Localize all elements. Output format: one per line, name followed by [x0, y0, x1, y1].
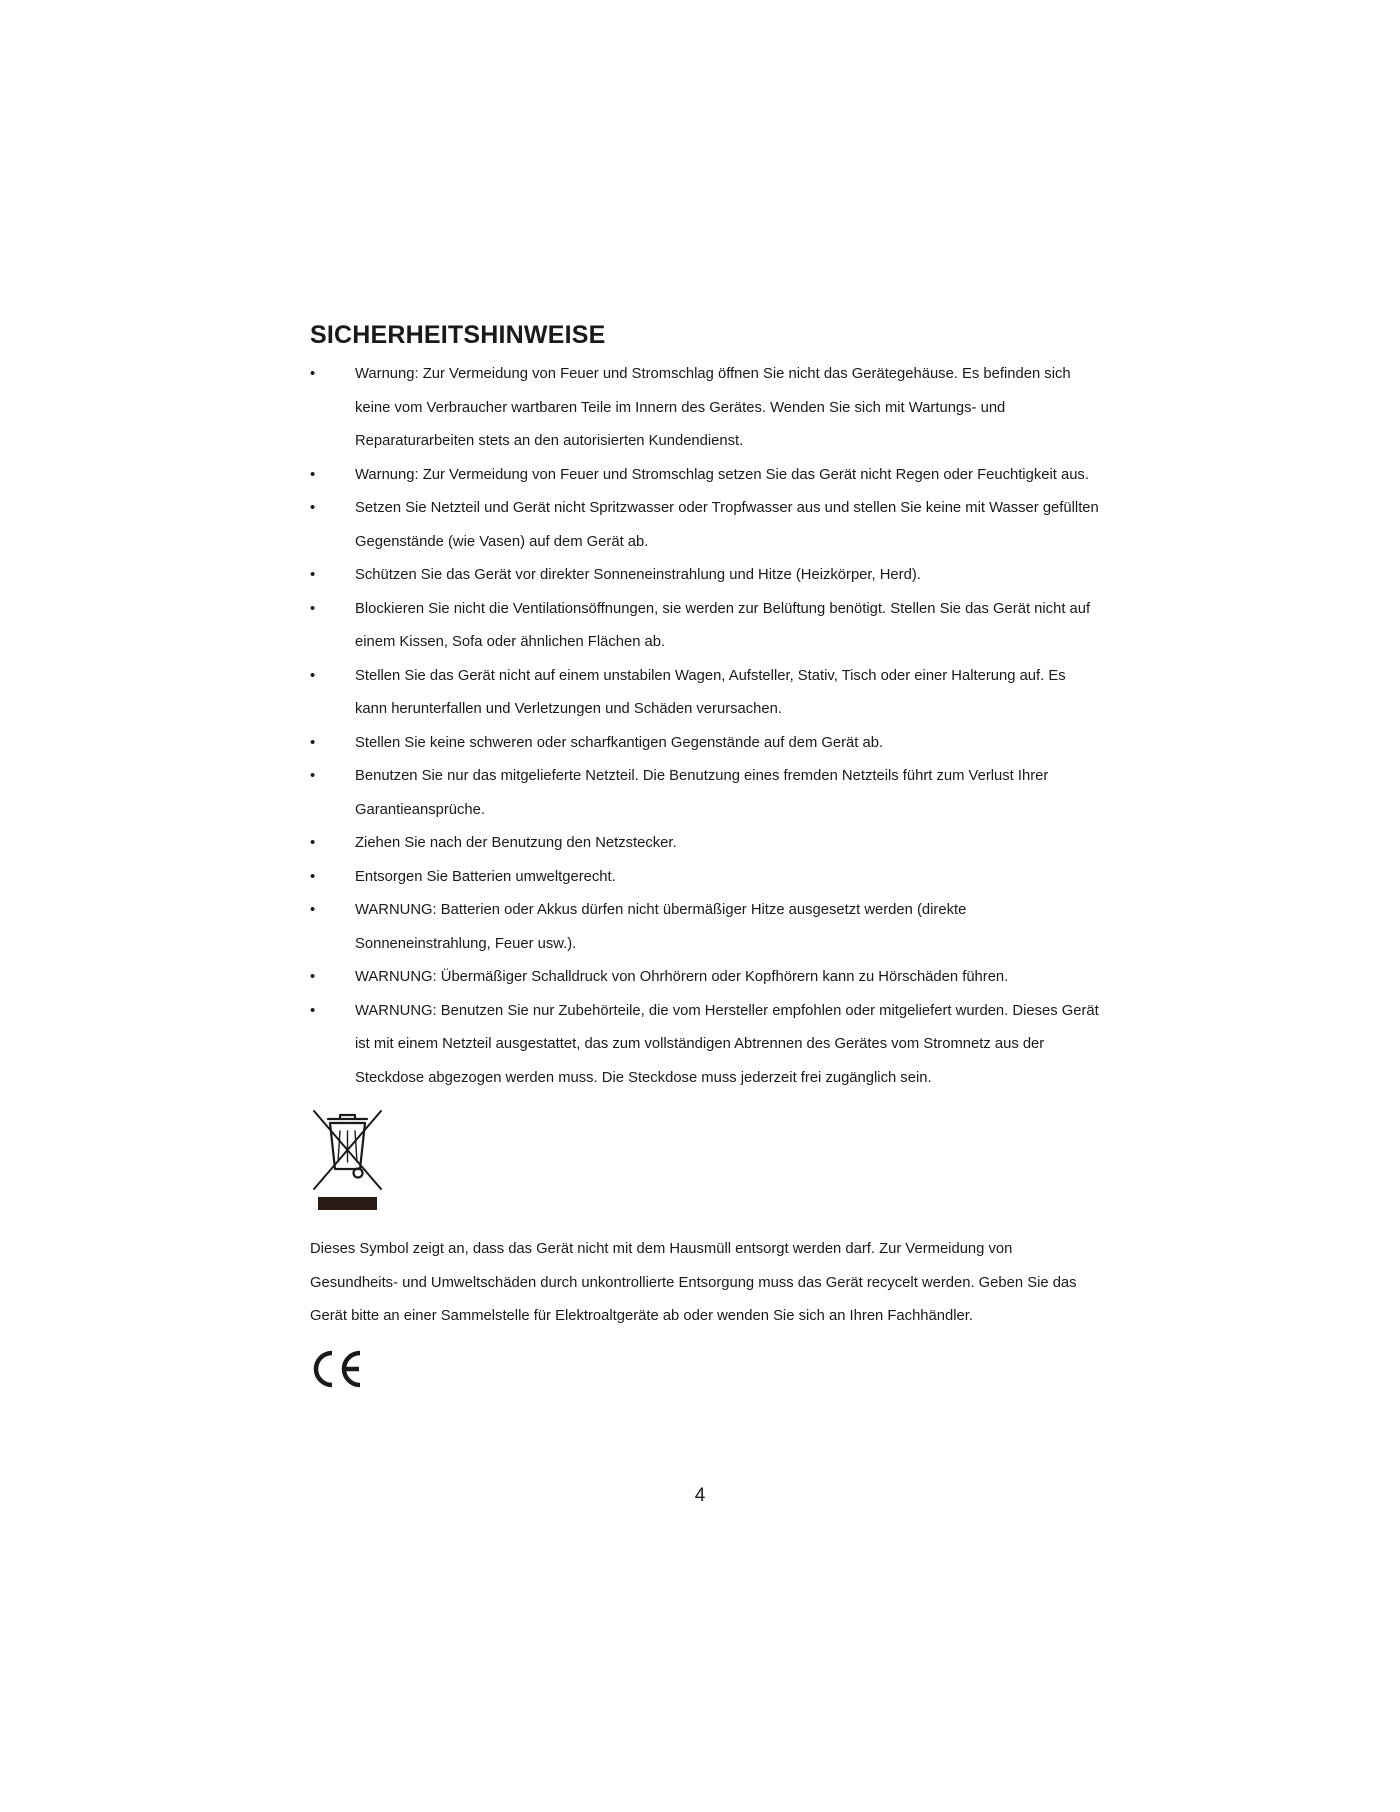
list-item-text: Setzen Sie Netzteil und Gerät nicht Spritzwasser oder Tropfwasser aus und stellen Sie keine mit Wasser gefüllten Gegenstände (wie Vasen) auf dem Gerät ab. — [355, 500, 1099, 550]
bullet: • — [310, 466, 316, 483]
safety-section — [310, 318, 1100, 1395]
list-item-text: Benutzen Sie nur das mitgelieferte Netzteil. Die Benutzung eines fremden Netzteils führt zum Verlust Ihrer Garantieansprüche. — [355, 768, 1049, 818]
disposal-paragraph: Dieses Symbol zeigt an, dass das Gerät nicht mit dem Hausmüll entsorgt werden darf. Zur Vermeidung von Gesundheits- und Umweltschäden durch unkontrollierte Entsorgung muss das Gerät recycelt werden. Geben Sie das Gerät bitte an einer Sammelstelle für Elektroaltgeräte ab oder wenden Sie sich an Ihren Fachhändler. — [310, 1241, 1077, 1324]
list-item-text: WARNUNG: Benutzen Sie nur Zubehörteile, die vom Hersteller empfohlen oder mitgeliefert wurden. Dieses Gerät ist mit einem Netzteil ausgestattet, das zum vollständigen Abtrennen des Gerätes vom Stromnetz aus der Steckdose abgezogen werden muss. Die Steckdose muss jederzeit frei zugänglich sein. — [355, 1002, 1099, 1086]
bullet: • — [310, 868, 316, 885]
list-item-text: Ziehen Sie nach der Benutzung den Netzstecker. — [355, 835, 677, 851]
bullet: • — [310, 1002, 316, 1019]
list-item — [310, 660, 1100, 727]
list-item — [310, 727, 1100, 761]
ce-mark-icon — [310, 1348, 366, 1390]
list-item-text: Stellen Sie keine schweren oder scharfkantigen Gegenstände auf dem Gerät ab. — [355, 734, 884, 751]
bullet: • — [310, 734, 316, 751]
list-item — [310, 861, 1100, 895]
list-item — [310, 459, 1100, 493]
safety-list — [310, 358, 1100, 1095]
bullet: • — [310, 835, 316, 851]
list-item-text: WARNUNG: Batterien oder Akkus dürfen nicht übermäßiger Hitze ausgesetzt werden (direkte Sonneneinstrahlung, Feuer usw.). — [355, 902, 967, 952]
list-item — [310, 894, 1100, 961]
list-item-text: Warnung: Zur Vermeidung von Feuer und Stromschlag öffnen Sie nicht das Gerätegehäuse. Es befinden sich keine vom Verbraucher wartbaren Teile im Innern des Gerätes. Wenden Sie sich mit Wartungs- und Reparaturarbeiten stets an den autorisierten Kundendienst. — [355, 366, 1071, 449]
page-number: 4 — [694, 1485, 706, 1506]
bullet: • — [310, 969, 316, 985]
list-item-text: Stellen Sie das Gerät nicht auf einem unstabilen Wagen, Aufsteller, Stativ, Tisch oder einer Halterung auf. Es kann herunterfallen und Verletzungen und Schäden verursachen. — [355, 667, 1066, 717]
list-item-text: Entsorgen Sie Batterien umweltgerecht. — [355, 868, 616, 885]
page-title: SICHERHEITSHINWEISE — [310, 321, 606, 349]
list-item — [310, 593, 1100, 660]
list-item-text: Blockieren Sie nicht die Ventilationsöffnungen, sie werden zur Belüftung benötigt. Stellen Sie das Gerät nicht auf einem Kissen, Sofa oder ähnlichen Flächen ab. — [355, 600, 1091, 650]
bullet: • — [310, 500, 316, 516]
list-item — [310, 559, 1100, 593]
bullet: • — [310, 667, 316, 684]
list-item — [310, 961, 1100, 995]
list-item-text: WARNUNG: Übermäßiger Schalldruck von Ohrhörern oder Kopfhörern kann zu Hörschäden führen. — [355, 969, 1009, 985]
bullet: • — [310, 768, 316, 784]
list-item-text: Schützen Sie das Gerät vor direkter Sonneneinstrahlung und Hitze (Heizkörper, Herd). — [355, 567, 921, 583]
list-item-text: Warnung: Zur Vermeidung von Feuer und Stromschlag setzen Sie das Gerät nicht Regen oder Feuchtigkeit aus. — [355, 466, 1089, 483]
bullet: • — [310, 902, 316, 918]
list-item — [310, 760, 1100, 827]
list-item — [310, 995, 1100, 1096]
bullet: • — [310, 366, 316, 382]
bullet: • — [310, 567, 316, 583]
crossed-out-wheelie-bin-icon — [310, 1107, 385, 1212]
list-item — [310, 827, 1100, 861]
list-item — [310, 358, 1100, 459]
list-item — [310, 492, 1100, 559]
bullet: • — [310, 600, 316, 617]
